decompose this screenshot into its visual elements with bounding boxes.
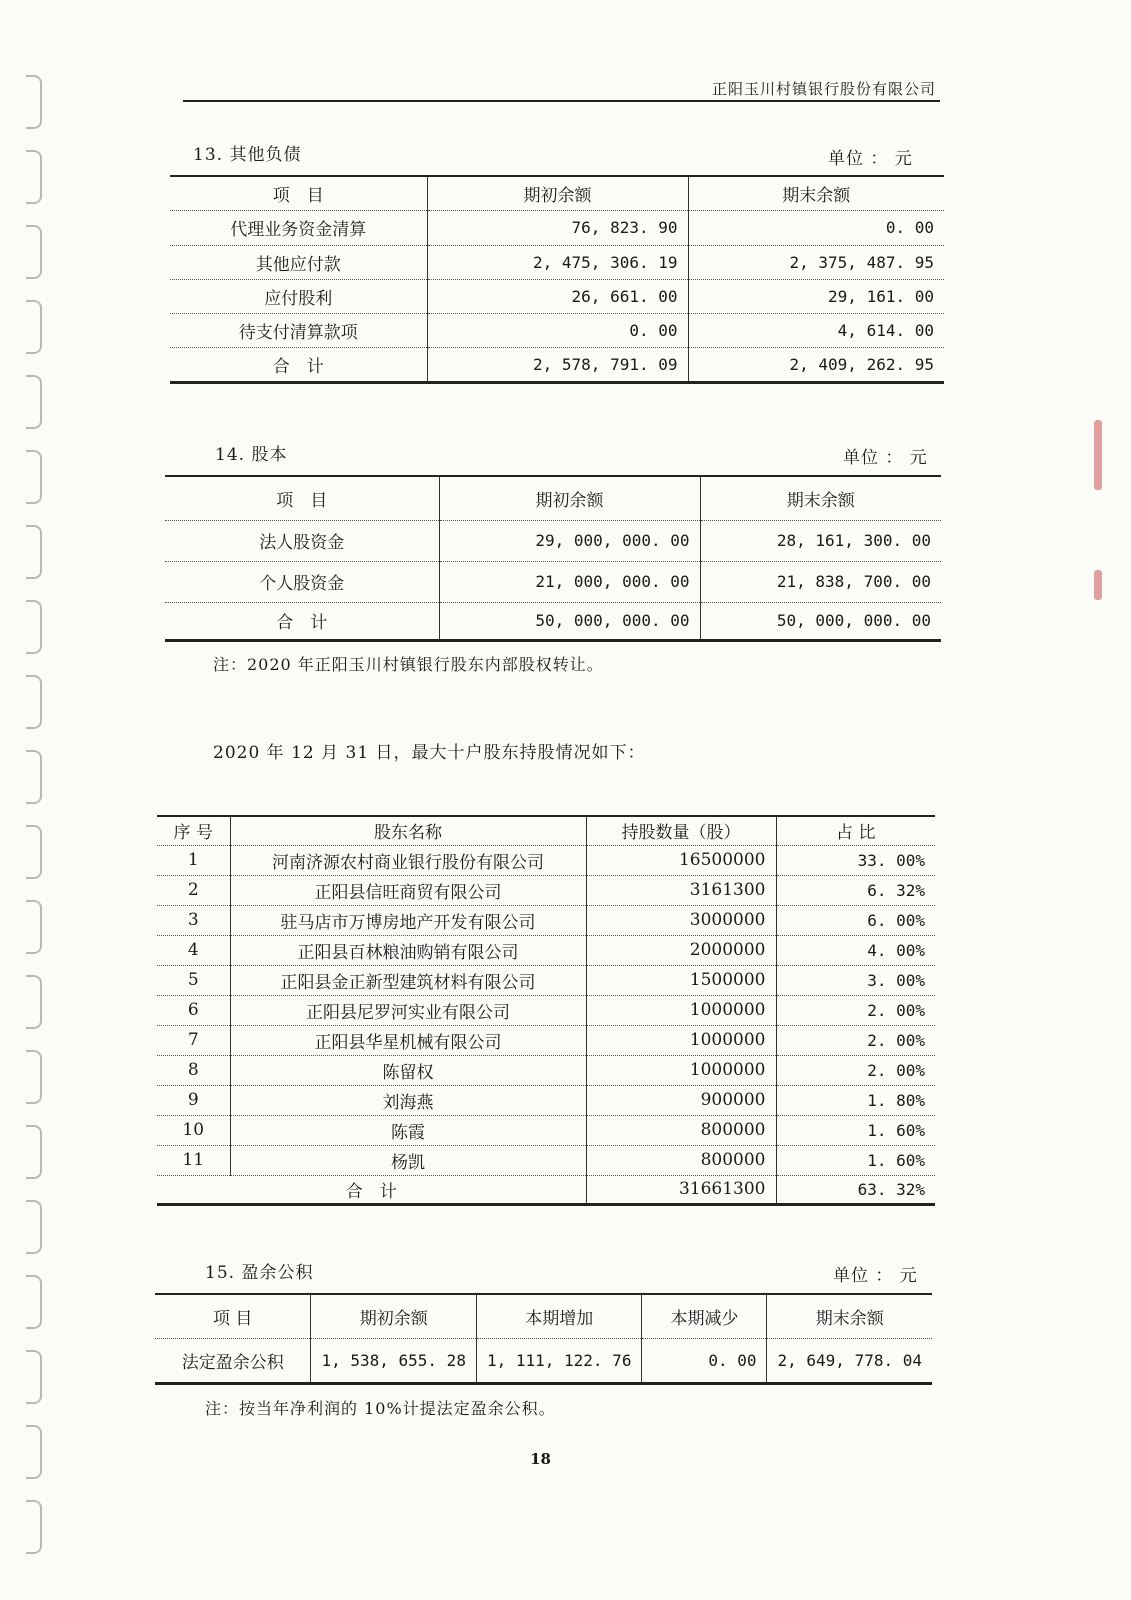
opening-balance: 76, 823. 90 <box>427 210 688 245</box>
table-row <box>157 875 935 905</box>
share-count: 900000 <box>586 1085 776 1115</box>
closing-balance: 0. 00 <box>688 210 944 245</box>
share-count: 1000000 <box>586 1055 776 1085</box>
col-header-ratio: 占 比 <box>776 816 935 845</box>
binder-ring <box>26 1050 42 1104</box>
share-count: 3000000 <box>586 905 776 935</box>
binder-ring <box>26 300 42 354</box>
binder-ring <box>26 1200 42 1254</box>
table-row <box>157 1055 935 1085</box>
closing-balance: 4, 614. 00 <box>688 313 944 347</box>
seq-number: 3 <box>157 905 230 935</box>
col-header-opening: 期初余额 <box>311 1294 477 1338</box>
table-row <box>157 1025 935 1055</box>
closing-balance: 28, 161, 300. 00 <box>700 520 941 561</box>
table-row <box>157 1115 935 1145</box>
share-count: 1000000 <box>586 1025 776 1055</box>
section-15-note: 注：按当年净利润的 10%计提法定盈余公积。 <box>205 1399 556 1418</box>
binder-ring <box>26 1500 42 1554</box>
shareholders-intro: 2020 年 12 月 31 日，最大十户股东持股情况如下： <box>213 743 646 763</box>
section-13-title: 13. 其他负债 <box>193 145 302 165</box>
table-row <box>165 561 941 602</box>
table-total-row <box>170 347 944 382</box>
col-header-closing: 期末余额 <box>688 176 944 210</box>
table-row <box>170 210 944 245</box>
seal-edge-mark <box>1094 570 1102 600</box>
row-label: 待支付清算款项 <box>170 313 427 347</box>
header-rule <box>183 100 940 102</box>
seq-number: 6 <box>157 995 230 1025</box>
row-label: 法定盈余公积 <box>181 1352 284 1373</box>
share-count: 16500000 <box>586 845 776 875</box>
col-header-decrease: 本期减少 <box>642 1294 767 1338</box>
row-label: 代理业务资金清算 <box>170 210 427 245</box>
table-row <box>157 935 935 965</box>
opening-balance: 2, 475, 306. 19 <box>427 245 688 279</box>
seq-number: 1 <box>157 845 230 875</box>
share-ratio: 6. 00% <box>776 905 935 935</box>
section-15-unit: 单位 ： 元 <box>833 1266 918 1286</box>
table-row <box>170 245 944 279</box>
opening-balance: 50, 000, 000. 00 <box>439 602 700 640</box>
binder-ring <box>26 450 42 504</box>
opening-balance: 29, 000, 000. 00 <box>439 520 700 561</box>
opening-balance: 21, 000, 000. 00 <box>439 561 700 602</box>
table-row <box>157 1145 935 1175</box>
table-total-row <box>165 602 941 640</box>
col-header-shares: 持股数量（股） <box>586 816 776 845</box>
shareholder-name: 刘海燕 <box>230 1085 586 1115</box>
shareholder-name: 正阳县信旺商贸有限公司 <box>230 875 586 905</box>
share-ratio: 1. 60% <box>776 1115 935 1145</box>
seq-number: 5 <box>157 965 230 995</box>
closing-balance: 29, 161. 00 <box>688 279 944 313</box>
table-header-row <box>165 476 941 520</box>
col-header-item: 项 目 <box>155 1294 311 1338</box>
shareholder-name: 正阳县尼罗河实业有限公司 <box>230 995 586 1025</box>
table-row <box>170 279 944 313</box>
col-header-name: 股东名称 <box>230 816 586 845</box>
binder-ring <box>26 525 42 579</box>
binder-ring <box>26 150 42 204</box>
binder-ring <box>26 675 42 729</box>
binder-ring <box>26 1275 42 1329</box>
col-header-increase: 本期增加 <box>476 1294 642 1338</box>
row-label: 合 计 <box>276 613 328 633</box>
table-row <box>155 1338 932 1383</box>
col-header-item: 项 目 <box>170 176 427 210</box>
other-liabilities-table <box>170 175 944 384</box>
binder-ring <box>26 825 42 879</box>
binder-rings <box>0 0 50 1600</box>
top-shareholders-table <box>157 815 935 1206</box>
share-ratio: 2. 00% <box>776 1055 935 1085</box>
binder-ring <box>26 375 42 429</box>
binder-ring <box>26 75 42 129</box>
table-row <box>165 520 941 561</box>
closing-balance: 2, 409, 262. 95 <box>688 347 944 382</box>
seq-number: 2 <box>157 875 230 905</box>
table-header-row <box>170 176 944 210</box>
table-row <box>157 905 935 935</box>
seq-number: 9 <box>157 1085 230 1115</box>
section-15-title: 15. 盈余公积 <box>205 1263 314 1283</box>
col-header-item: 项 目 <box>165 476 439 520</box>
total-share-count: 31661300 <box>586 1175 776 1204</box>
share-ratio: 6. 32% <box>776 875 935 905</box>
share-ratio: 3. 00% <box>776 965 935 995</box>
closing-balance: 2, 649, 778. 04 <box>767 1338 932 1383</box>
share-ratio: 1. 80% <box>776 1085 935 1115</box>
section-14-note: 注：2020 年正阳玉川村镇银行股东内部股权转让。 <box>213 655 604 674</box>
table-row <box>157 1085 935 1115</box>
row-label: 应付股利 <box>170 279 427 313</box>
seal-edge-mark <box>1094 420 1102 490</box>
seq-number: 10 <box>157 1115 230 1145</box>
shareholder-name: 正阳县百林粮油购销有限公司 <box>230 935 586 965</box>
opening-balance: 26, 661. 00 <box>427 279 688 313</box>
section-14-unit: 单位 ： 元 <box>843 448 928 468</box>
period-increase: 1, 111, 122. 76 <box>476 1338 642 1383</box>
share-count: 1000000 <box>586 995 776 1025</box>
col-header-seq: 序 号 <box>157 816 230 845</box>
row-label: 法人股资金 <box>165 520 439 561</box>
seq-number: 8 <box>157 1055 230 1085</box>
shareholder-name: 河南济源农村商业银行股份有限公司 <box>230 845 586 875</box>
share-count: 1500000 <box>586 965 776 995</box>
share-ratio: 2. 00% <box>776 995 935 1025</box>
opening-balance: 1, 538, 655. 28 <box>311 1338 477 1383</box>
shareholder-name: 正阳县华星机械有限公司 <box>230 1025 586 1055</box>
shareholder-name: 正阳县金正新型建筑材料有限公司 <box>230 965 586 995</box>
row-label: 其他应付款 <box>170 245 427 279</box>
row-label: 合 计 <box>272 356 324 377</box>
col-header-opening: 期初余额 <box>439 476 700 520</box>
table-row <box>157 995 935 1025</box>
opening-balance: 2, 578, 791. 09 <box>427 347 688 382</box>
total-share-ratio: 63. 32% <box>776 1175 935 1204</box>
page-header <box>183 78 940 102</box>
shareholder-name: 驻马店市万博房地产开发有限公司 <box>230 905 586 935</box>
section-14-title: 14. 股本 <box>215 445 288 465</box>
table-row <box>157 845 935 875</box>
company-name: 正阳玉川村镇银行股份有限公司 <box>711 80 936 98</box>
share-count: 2000000 <box>586 935 776 965</box>
seq-number: 7 <box>157 1025 230 1055</box>
seq-number: 4 <box>157 935 230 965</box>
table-row <box>157 965 935 995</box>
shareholder-name: 杨凯 <box>230 1145 586 1175</box>
share-ratio: 33. 00% <box>776 845 935 875</box>
col-header-closing: 期末余额 <box>767 1294 932 1338</box>
closing-balance: 2, 375, 487. 95 <box>688 245 944 279</box>
seq-number: 11 <box>157 1145 230 1175</box>
binder-ring <box>26 900 42 954</box>
period-decrease: 0. 00 <box>642 1338 767 1383</box>
table-total-row <box>157 1175 935 1204</box>
table-row <box>170 313 944 347</box>
total-label: 合 计 <box>345 1181 397 1202</box>
share-count: 800000 <box>586 1145 776 1175</box>
table-header-row <box>155 1294 932 1338</box>
shareholder-name: 陈留权 <box>230 1055 586 1085</box>
page-number: 18 <box>530 1450 551 1468</box>
share-count: 800000 <box>586 1115 776 1145</box>
table-header-row <box>157 816 935 845</box>
section-13-unit: 单位 ： 元 <box>828 149 913 169</box>
share-ratio: 2. 00% <box>776 1025 935 1055</box>
binder-ring <box>26 225 42 279</box>
share-count: 3161300 <box>586 875 776 905</box>
closing-balance: 21, 838, 700. 00 <box>700 561 941 602</box>
col-header-opening: 期初余额 <box>427 176 688 210</box>
binder-ring <box>26 975 42 1029</box>
closing-balance: 50, 000, 000. 00 <box>700 602 941 640</box>
share-ratio: 4. 00% <box>776 935 935 965</box>
shareholder-name: 陈霞 <box>230 1115 586 1145</box>
row-label: 个人股资金 <box>165 561 439 602</box>
col-header-closing: 期末余额 <box>700 476 941 520</box>
binder-ring <box>26 1350 42 1404</box>
opening-balance: 0. 00 <box>427 313 688 347</box>
binder-ring <box>26 1125 42 1179</box>
surplus-reserve-table <box>155 1293 932 1385</box>
binder-ring <box>26 600 42 654</box>
share-capital-table <box>165 475 941 642</box>
share-ratio: 1. 60% <box>776 1145 935 1175</box>
binder-ring <box>26 750 42 804</box>
